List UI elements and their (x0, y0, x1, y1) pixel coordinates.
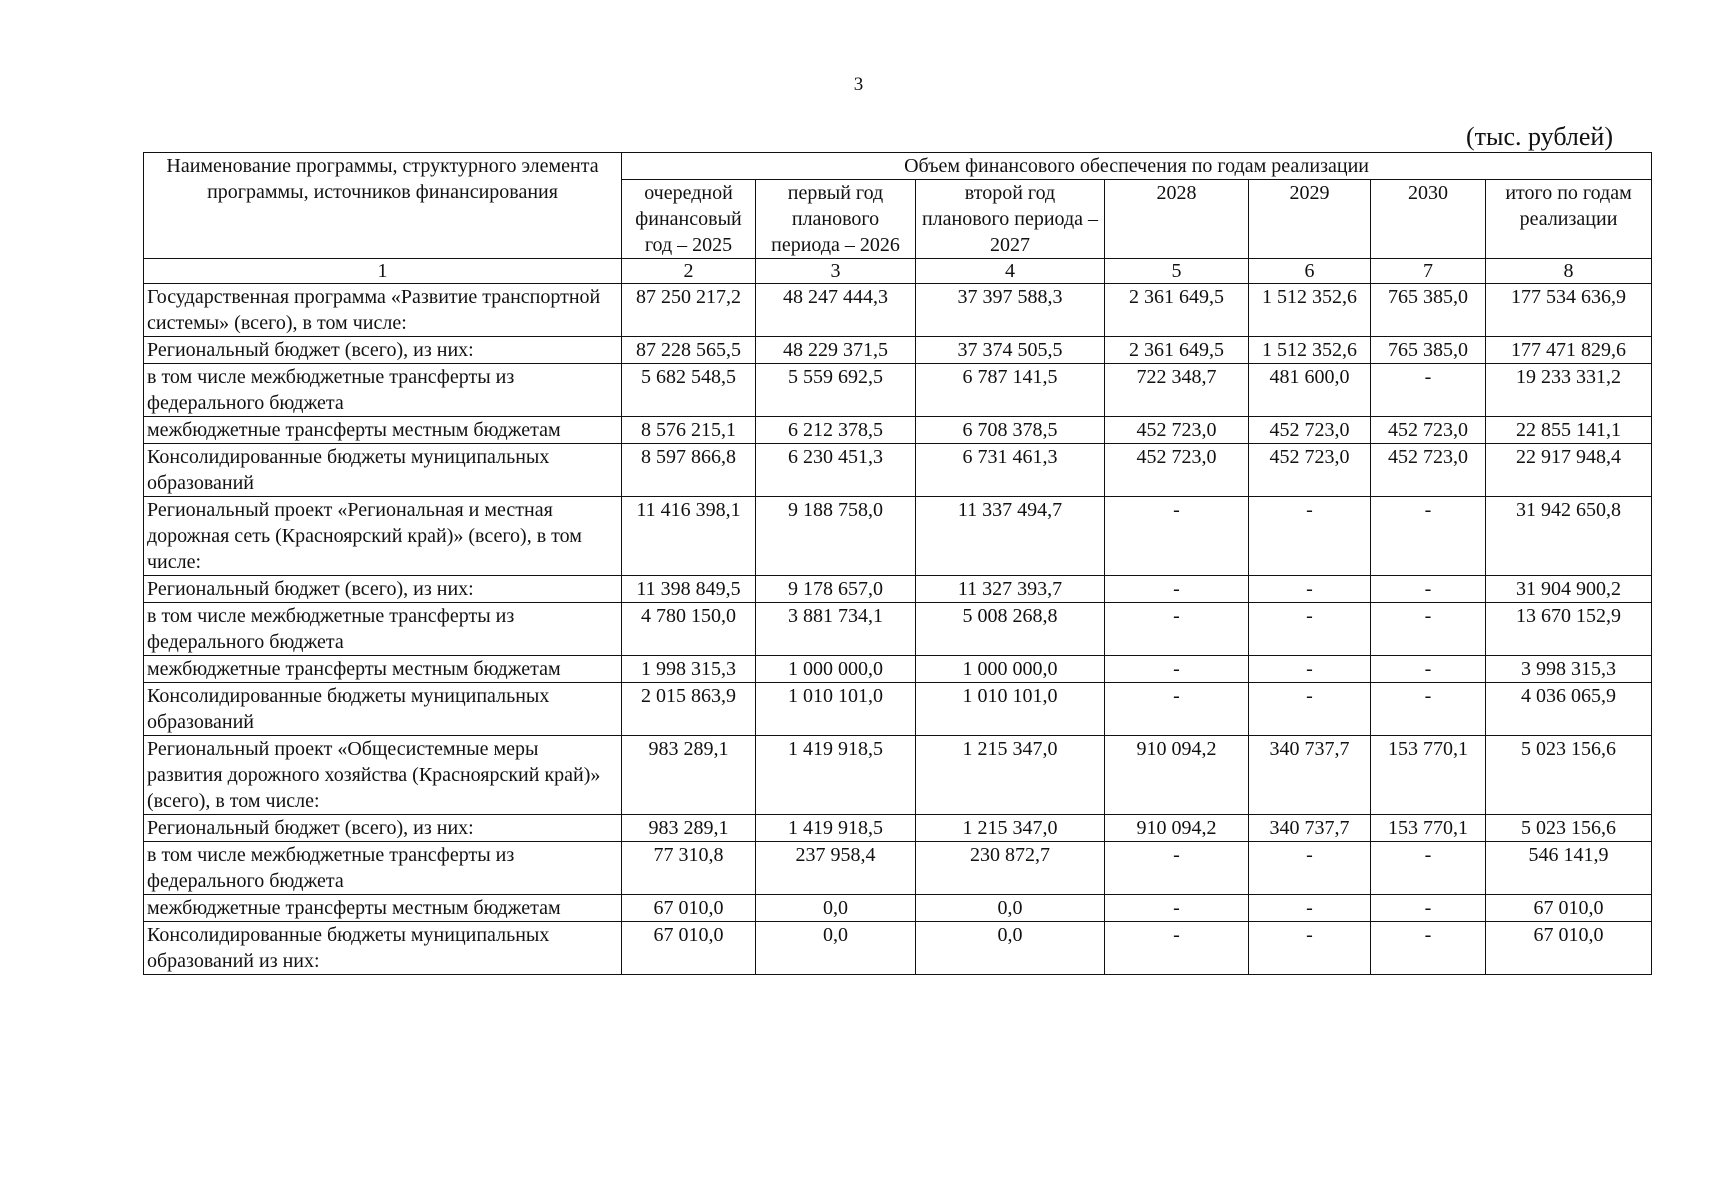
table-row (144, 337, 1652, 364)
value-cell: 1 000 000,0 (756, 656, 916, 683)
column-number: 4 (916, 259, 1105, 284)
column-numbers-row (144, 259, 1652, 284)
value-cell: 11 416 398,1 (622, 497, 756, 576)
value-cell: 0,0 (756, 922, 916, 975)
value-cell: 1 010 101,0 (916, 683, 1105, 736)
value-cell: 13 670 152,9 (1486, 603, 1652, 656)
value-cell: 48 247 444,3 (756, 284, 916, 337)
value-cell: - (1249, 895, 1371, 922)
value-cell: - (1249, 683, 1371, 736)
row-name-cell: Региональный бюджет (всего), из них: (144, 337, 622, 364)
value-cell: - (1105, 683, 1249, 736)
header-column: очередной финансовый год – 2025 (622, 180, 756, 259)
value-cell: - (1371, 656, 1486, 683)
column-number: 2 (622, 259, 756, 284)
value-cell: - (1249, 497, 1371, 576)
row-name-cell: в том числе межбюджетные трансферты из федерального бюджета (144, 842, 622, 895)
column-number: 3 (756, 259, 916, 284)
value-cell: - (1105, 895, 1249, 922)
value-cell: 87 250 217,2 (622, 284, 756, 337)
value-cell: 765 385,0 (1371, 284, 1486, 337)
value-cell: 230 872,7 (916, 842, 1105, 895)
value-cell: 340 737,7 (1249, 736, 1371, 815)
units-label: (тыс. рублей) (1465, 122, 1613, 151)
column-number: 6 (1249, 259, 1371, 284)
value-cell: 4 036 065,9 (1486, 683, 1652, 736)
table-row (144, 842, 1652, 895)
value-cell: 1 010 101,0 (756, 683, 916, 736)
table-row (144, 922, 1652, 975)
table-row (144, 815, 1652, 842)
table-row (144, 284, 1652, 337)
value-cell: - (1371, 895, 1486, 922)
table-row (144, 576, 1652, 603)
value-cell: - (1105, 497, 1249, 576)
header-column: 2030 (1371, 180, 1486, 259)
header-column: первый год планового периода – 2026 (756, 180, 916, 259)
value-cell: 910 094,2 (1105, 736, 1249, 815)
value-cell: 31 942 650,8 (1486, 497, 1652, 576)
value-cell: 67 010,0 (1486, 922, 1652, 975)
header-name-column: Наименование программы, структурного элемента программы, источников финансирования (144, 153, 622, 259)
value-cell: 2 015 863,9 (622, 683, 756, 736)
value-cell: - (1371, 603, 1486, 656)
value-cell: 6 708 378,5 (916, 417, 1105, 444)
table-row (144, 683, 1652, 736)
value-cell: 37 397 588,3 (916, 284, 1105, 337)
value-cell: 4 780 150,0 (622, 603, 756, 656)
value-cell: 11 327 393,7 (916, 576, 1105, 603)
value-cell: 19 233 331,2 (1486, 364, 1652, 417)
row-name-cell: межбюджетные трансферты местным бюджетам (144, 895, 622, 922)
value-cell: 452 723,0 (1105, 417, 1249, 444)
header-group: Объем финансового обеспечения по годам реализации (622, 153, 1652, 180)
value-cell: 0,0 (916, 922, 1105, 975)
value-cell: 765 385,0 (1371, 337, 1486, 364)
value-cell: 5 023 156,6 (1486, 736, 1652, 815)
value-cell: 1 512 352,6 (1249, 284, 1371, 337)
value-cell: - (1371, 364, 1486, 417)
value-cell: 481 600,0 (1249, 364, 1371, 417)
row-name-cell: Консолидированные бюджеты муниципальных образований (144, 444, 622, 497)
value-cell: 5 023 156,6 (1486, 815, 1652, 842)
value-cell: 5 559 692,5 (756, 364, 916, 417)
value-cell: 0,0 (916, 895, 1105, 922)
table-body (144, 284, 1652, 975)
value-cell: - (1249, 842, 1371, 895)
value-cell: 910 094,2 (1105, 815, 1249, 842)
value-cell: 177 471 829,6 (1486, 337, 1652, 364)
value-cell: 983 289,1 (622, 736, 756, 815)
table-row (144, 444, 1652, 497)
row-name-cell: Региональный проект «Региональная и местная дорожная сеть (Красноярский край)» (всего), в том числе: (144, 497, 622, 576)
value-cell: 22 917 948,4 (1486, 444, 1652, 497)
row-name-cell: Региональный бюджет (всего), из них: (144, 576, 622, 603)
value-cell: 8 576 215,1 (622, 417, 756, 444)
value-cell: 6 731 461,3 (916, 444, 1105, 497)
value-cell: 1 419 918,5 (756, 736, 916, 815)
value-cell: 6 212 378,5 (756, 417, 916, 444)
value-cell: 5 008 268,8 (916, 603, 1105, 656)
row-name-cell: Государственная программа «Развитие транспортной системы» (всего), в том числе: (144, 284, 622, 337)
value-cell: - (1371, 842, 1486, 895)
header-column: второй год планового периода – 2027 (916, 180, 1105, 259)
value-cell: 153 770,1 (1371, 815, 1486, 842)
value-cell: 37 374 505,5 (916, 337, 1105, 364)
header-column: итого по годам реализации (1486, 180, 1652, 259)
value-cell: 67 010,0 (1486, 895, 1652, 922)
value-cell: 1 000 000,0 (916, 656, 1105, 683)
value-cell: 452 723,0 (1249, 444, 1371, 497)
value-cell: 983 289,1 (622, 815, 756, 842)
value-cell: - (1371, 683, 1486, 736)
row-name-cell: Консолидированные бюджеты муниципальных образований (144, 683, 622, 736)
value-cell: 2 361 649,5 (1105, 284, 1249, 337)
row-name-cell: Региональный проект «Общесистемные меры развития дорожного хозяйства (Красноярский край)» (всего), в том числе: (144, 736, 622, 815)
value-cell: 177 534 636,9 (1486, 284, 1652, 337)
value-cell: 2 361 649,5 (1105, 337, 1249, 364)
value-cell: - (1249, 922, 1371, 975)
value-cell: - (1105, 576, 1249, 603)
row-name-cell: Региональный бюджет (всего), из них: (144, 815, 622, 842)
column-number: 5 (1105, 259, 1249, 284)
value-cell: 6 787 141,5 (916, 364, 1105, 417)
value-cell: 546 141,9 (1486, 842, 1652, 895)
table-row (144, 895, 1652, 922)
value-cell: 452 723,0 (1371, 417, 1486, 444)
header-column: 2028 (1105, 180, 1249, 259)
value-cell: 1 215 347,0 (916, 815, 1105, 842)
value-cell: 11 337 494,7 (916, 497, 1105, 576)
header-column: 2029 (1249, 180, 1371, 259)
value-cell: 87 228 565,5 (622, 337, 756, 364)
value-cell: - (1371, 576, 1486, 603)
column-number: 7 (1371, 259, 1486, 284)
value-cell: 452 723,0 (1249, 417, 1371, 444)
value-cell: - (1105, 603, 1249, 656)
financing-table (143, 152, 1652, 975)
value-cell: 5 682 548,5 (622, 364, 756, 417)
value-cell: 67 010,0 (622, 922, 756, 975)
row-name-cell: межбюджетные трансферты местным бюджетам (144, 417, 622, 444)
value-cell: - (1249, 576, 1371, 603)
value-cell: 22 855 141,1 (1486, 417, 1652, 444)
table-row (144, 364, 1652, 417)
value-cell: 452 723,0 (1371, 444, 1486, 497)
row-name-cell: межбюджетные трансферты местным бюджетам (144, 656, 622, 683)
value-cell: 1 998 315,3 (622, 656, 756, 683)
value-cell: 8 597 866,8 (622, 444, 756, 497)
value-cell: 3 881 734,1 (756, 603, 916, 656)
value-cell: - (1249, 603, 1371, 656)
value-cell: - (1105, 922, 1249, 975)
column-number: 8 (1486, 259, 1652, 284)
value-cell: 1 215 347,0 (916, 736, 1105, 815)
row-name-cell: Консолидированные бюджеты муниципальных образований из них: (144, 922, 622, 975)
value-cell: 67 010,0 (622, 895, 756, 922)
value-cell: 340 737,7 (1249, 815, 1371, 842)
row-name-cell: в том числе межбюджетные трансферты из федерального бюджета (144, 603, 622, 656)
value-cell: - (1371, 922, 1486, 975)
value-cell: - (1105, 842, 1249, 895)
value-cell: 0,0 (756, 895, 916, 922)
value-cell: 77 310,8 (622, 842, 756, 895)
value-cell: 48 229 371,5 (756, 337, 916, 364)
value-cell: 6 230 451,3 (756, 444, 916, 497)
value-cell: - (1371, 497, 1486, 576)
table-row (144, 497, 1652, 576)
value-cell: 452 723,0 (1105, 444, 1249, 497)
value-cell: 722 348,7 (1105, 364, 1249, 417)
table-row (144, 656, 1652, 683)
value-cell: 9 178 657,0 (756, 576, 916, 603)
value-cell: 9 188 758,0 (756, 497, 916, 576)
table-header (144, 153, 1652, 284)
value-cell: 153 770,1 (1371, 736, 1486, 815)
value-cell: - (1105, 656, 1249, 683)
value-cell: 3 998 315,3 (1486, 656, 1652, 683)
table-row (144, 417, 1652, 444)
column-number: 1 (144, 259, 622, 284)
value-cell: 1 419 918,5 (756, 815, 916, 842)
value-cell: - (1249, 656, 1371, 683)
value-cell: 31 904 900,2 (1486, 576, 1652, 603)
table-row (144, 736, 1652, 815)
value-cell: 237 958,4 (756, 842, 916, 895)
row-name-cell: в том числе межбюджетные трансферты из федерального бюджета (144, 364, 622, 417)
value-cell: 11 398 849,5 (622, 576, 756, 603)
page-number: 3 (853, 74, 864, 95)
table-row (144, 603, 1652, 656)
value-cell: 1 512 352,6 (1249, 337, 1371, 364)
